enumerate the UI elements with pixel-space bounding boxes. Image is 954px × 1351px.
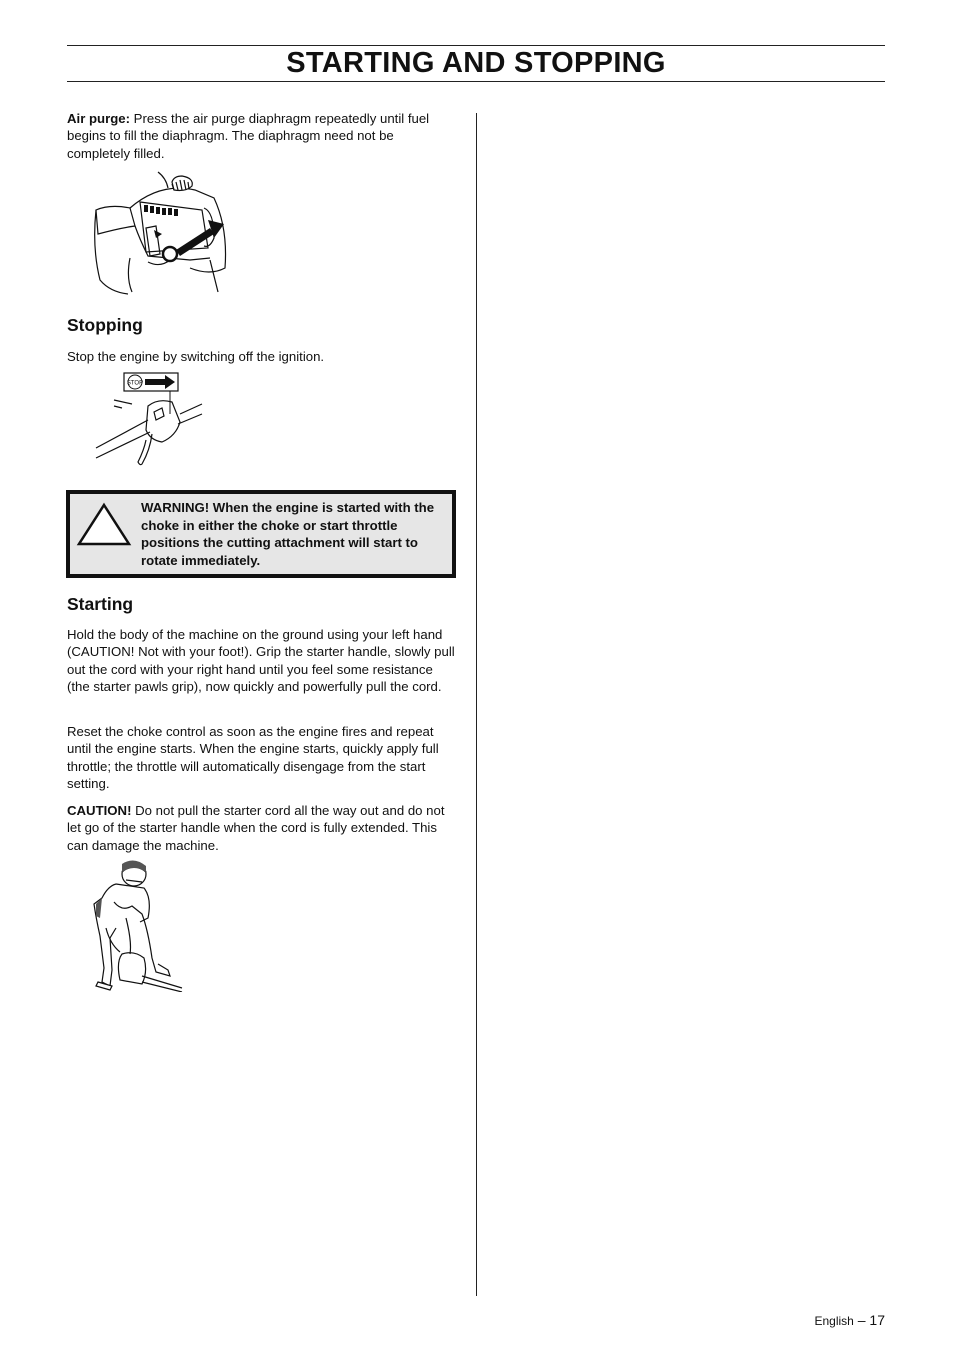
warning-triangle-icon [76,501,132,547]
caution-label: CAUTION! [67,803,132,818]
warning-text: WARNING! When the engine is started with the choke in either the choke or start throttle positions the cutting attachment will start to rotate immediately. [141,500,435,568]
air-purge-illustration [90,168,230,298]
footer-separator: – [853,1312,870,1328]
caution-paragraph [67,802,456,854]
header-rule-bottom [67,81,885,82]
starting-paragraph-1: Hold the body of the machine on the ground using your left hand (CAUTION! Not with your foot!). Grip the starter handle, slowly pull out the cord with your right hand until you feel some resistance (the starter pawls grip), now quickly and powerfully pull the cord. [67,627,455,695]
page-number: 17 [869,1312,885,1328]
stop-switch-illustration [92,370,210,470]
air-purge-paragraph [67,110,456,162]
starting-paragraph-2: Reset the choke control as soon as the engine fires and repeat until the engine starts. When the engine starts, quickly apply full throttle; the throttle will automatically disengage from the start setting. [67,724,439,792]
warning-box [66,490,456,578]
starting-heading: Starting [67,594,134,614]
stopping-text: Stop the engine by switching off the ignition. [67,349,325,364]
page-title: STARTING AND STOPPING [286,47,666,79]
caution-text: Do not pull the starter cord all the way out and do not let go of the starter handle when the cord is fully extended. This can damage the machine. [67,803,445,853]
page-footer [814,1312,885,1328]
air-purge-label: Air purge: [67,111,131,126]
air-purge-text: Press the air purge diaphragm repeatedly until fuel begins to fill the diaphragm. The diaphragm need not be completely filled. [67,111,430,161]
starting-operator-illustration [86,858,186,992]
column-divider [476,113,477,1296]
stopping-heading: Stopping [67,315,143,335]
footer-language: English [814,1314,854,1328]
stop-sign-label: STOP [126,380,144,387]
